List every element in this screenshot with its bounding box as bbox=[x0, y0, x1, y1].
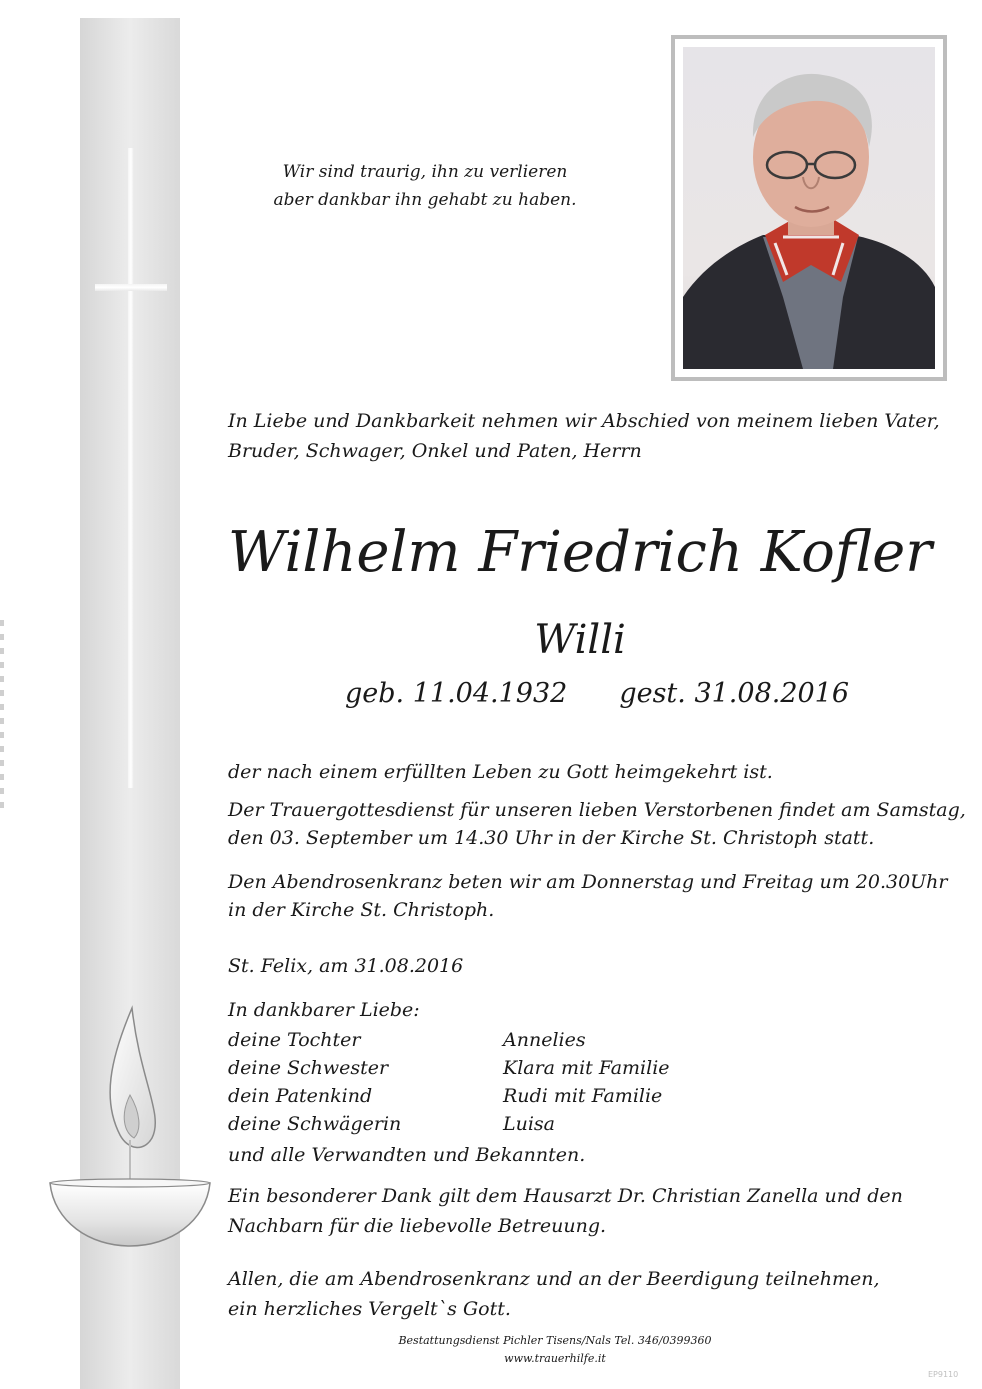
portrait-frame bbox=[671, 35, 947, 381]
thanks-line: Nachbarn für die liebevolle Betreuung. bbox=[228, 1215, 607, 1237]
footer-website: www.trauerhilfe.it bbox=[504, 1352, 606, 1365]
place-date: St. Felix, am 31.08.2016 bbox=[228, 955, 464, 977]
thanks-line: Ein besonderer Dank gilt dem Hausarzt Dr. Christian Zanella und den bbox=[228, 1185, 903, 1207]
deceased-nickname: Willi bbox=[534, 617, 626, 663]
closing-text bbox=[228, 1264, 880, 1324]
cross-bar bbox=[95, 284, 167, 291]
paragraph-line: Der Trauergottesdienst für unseren lieben Verstorbenen findet am Samstag, bbox=[228, 799, 966, 821]
mourners-heading: In dankbarer Liebe: bbox=[228, 999, 420, 1021]
print-code: EP9110 bbox=[928, 1370, 959, 1379]
mourner-name: Klara mit Familie bbox=[503, 1057, 670, 1079]
mourner-row bbox=[228, 1054, 670, 1082]
memorial-quote bbox=[260, 158, 590, 214]
funeral-home-footer bbox=[300, 1332, 810, 1368]
edge-marks bbox=[0, 620, 4, 810]
mourner-name: Rudi mit Familie bbox=[503, 1085, 663, 1107]
mourner-row bbox=[228, 1110, 670, 1138]
intro-text bbox=[228, 406, 940, 466]
death-date: gest. 31.08.2016 bbox=[619, 678, 850, 709]
mourners-others: und alle Verwandten und Bekannten. bbox=[228, 1144, 586, 1166]
life-dates bbox=[345, 674, 849, 714]
mourner-row bbox=[228, 1082, 670, 1110]
cross-icon bbox=[128, 148, 134, 788]
intro-line: In Liebe und Dankbarkeit nehmen wir Abschied von meinem lieben Vater, bbox=[228, 410, 940, 432]
paragraph-rosary bbox=[228, 868, 948, 924]
closing-line: ein herzliches Vergelt`s Gott. bbox=[228, 1298, 511, 1320]
quote-line: aber dankbar ihn gehabt zu haben. bbox=[273, 190, 577, 210]
paragraph-line: Den Abendrosenkranz beten wir am Donnerstag und Freitag um 20.30Uhr bbox=[228, 871, 948, 893]
thanks-text bbox=[228, 1181, 903, 1241]
mourner-relation: deine Tochter bbox=[228, 1029, 361, 1051]
mourner-relation: dein Patenkind bbox=[228, 1085, 373, 1107]
intro-line: Bruder, Schwager, Onkel und Paten, Herrn bbox=[228, 440, 642, 462]
deceased-name: Wilhelm Friedrich Kofler bbox=[227, 520, 933, 585]
birth-date: geb. 11.04.1932 bbox=[345, 678, 568, 709]
mourner-relation: deine Schwester bbox=[228, 1057, 389, 1079]
paragraph-homecoming: der nach einem erfüllten Leben zu Gott heimgekehrt ist. bbox=[228, 761, 773, 783]
paragraph-line: in der Kirche St. Christoph. bbox=[228, 899, 495, 921]
mourners-list bbox=[228, 1026, 670, 1138]
mourner-relation: deine Schwägerin bbox=[228, 1113, 402, 1135]
portrait-photo bbox=[683, 47, 935, 369]
quote-line: Wir sind traurig, ihn zu verlieren bbox=[282, 162, 568, 182]
closing-line: Allen, die am Abendrosenkranz und an der Beerdigung teilnehmen, bbox=[228, 1268, 880, 1290]
mourner-row bbox=[228, 1026, 670, 1054]
mourner-name: Annelies bbox=[503, 1029, 586, 1051]
mourner-name: Luisa bbox=[503, 1113, 556, 1135]
footer-contact: Bestattungsdienst Pichler Tisens/Nals Tel. 346/0399360 bbox=[398, 1334, 712, 1347]
candle-icon bbox=[40, 1000, 220, 1250]
paragraph-line: den 03. September um 14.30 Uhr in der Kirche St. Christoph statt. bbox=[228, 827, 875, 849]
paragraph-funeral-service bbox=[228, 796, 966, 852]
